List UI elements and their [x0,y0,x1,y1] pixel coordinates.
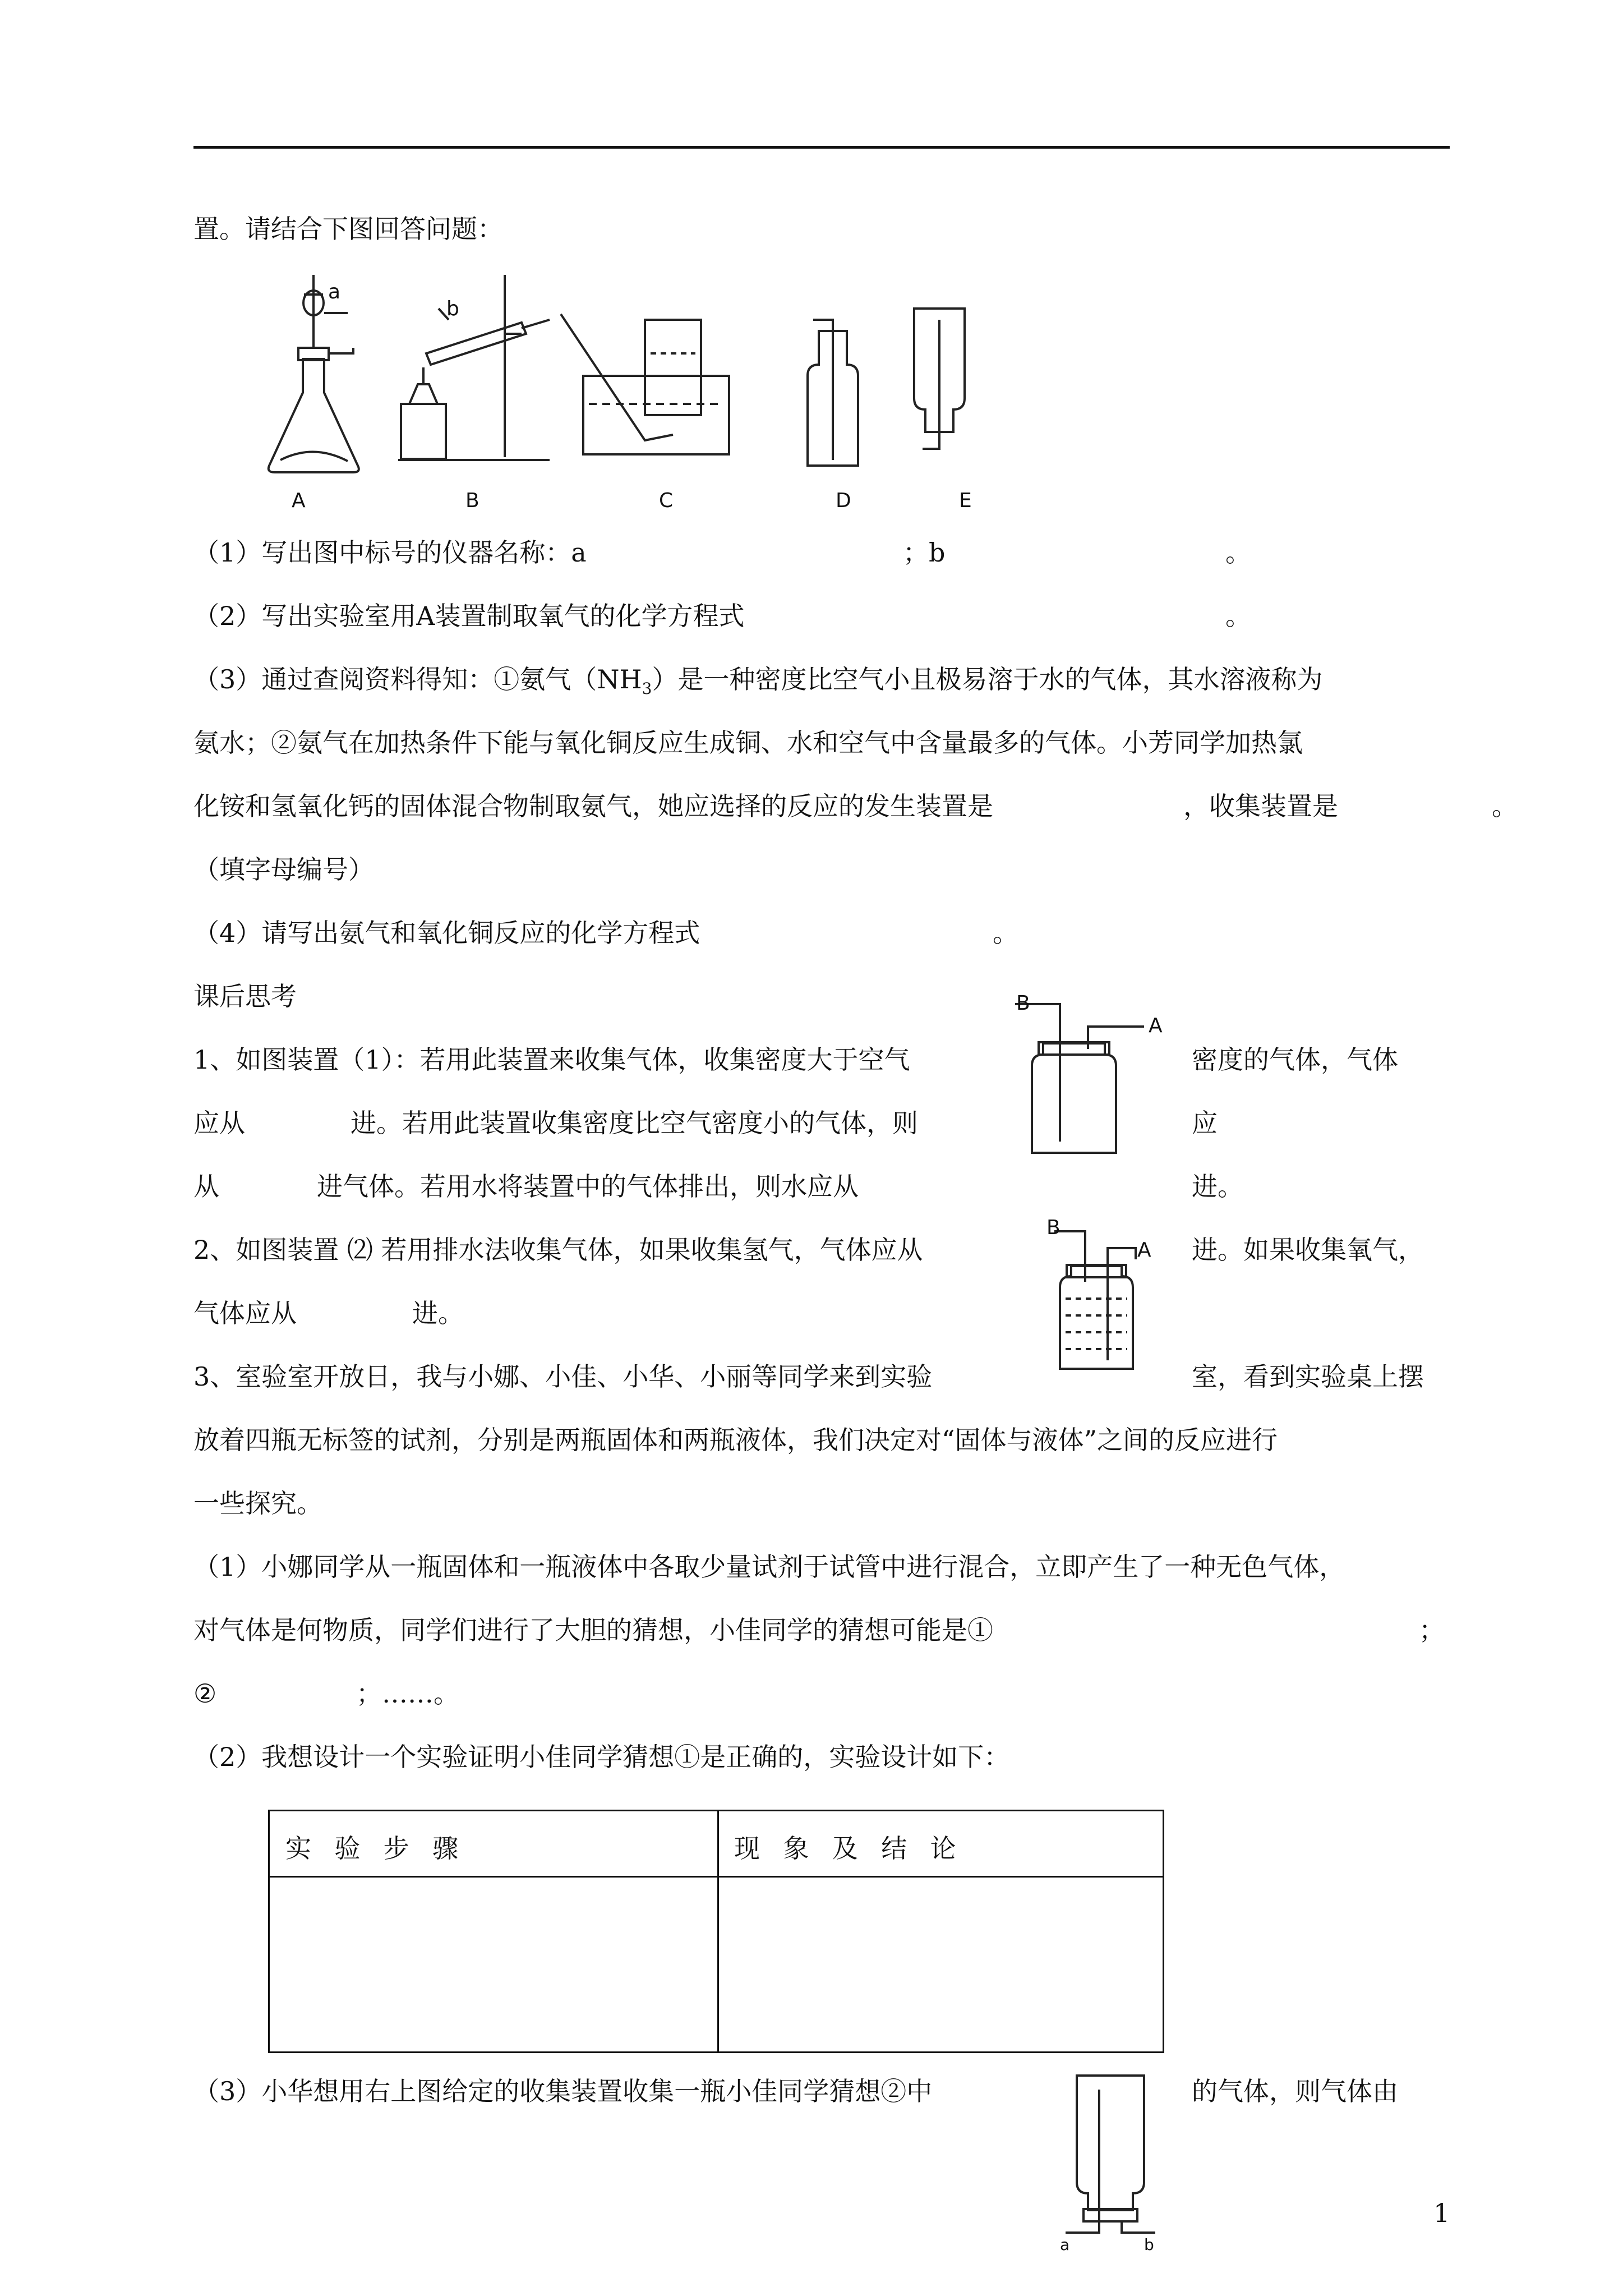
gas-bottle-figure-3 [1054,2064,1166,2249]
bottle3-label-b: b [1144,2235,1154,2254]
line-apparatus-choice: 化铵和氢氧化钙的固体混合物制取氨气，她应选择的反应的发生装置是 [193,791,993,821]
apparatus-figure [258,264,1015,499]
q3-part2: ）是一种密度比空气小且极易溶于水的气体，其水溶液称为 [652,664,1323,694]
question-1: （1）写出图中标号的仪器名称：a [193,537,587,568]
line-intro: 置。请结合下图回答问题： [193,214,503,244]
sub-question-2-a: （2）我想设计一个实验证明小佳同学猜想①是正确的，实验设 [193,1742,907,1772]
question-2: （2）写出实验室用A装置制取氧气的化学方程式 [193,601,745,631]
section-title: 课后思考 [193,981,297,1011]
gas-bottle-figure-2 [1043,1220,1189,1377]
page-number: 1 [1433,2198,1450,2228]
item-1-line3-c: 进。 [1192,1171,1243,1202]
bottle3-label-a: a [1060,2235,1070,2254]
table-header-steps: 实验步骤 [285,1833,482,1864]
experiment-table [268,1810,1164,2053]
item-2: 2、如图装置 ⑵ 若用排水法收集气体，如果收集氢气，气体应从 [193,1235,923,1265]
item-3-cont: 室，看到实验桌上摆 [1192,1361,1424,1392]
item-3-line3: 一些探究。 [193,1488,322,1519]
item-1-line3: 从 [193,1171,219,1202]
sub-question-3-cont: 的气体，则气体由 [1192,2076,1398,2106]
table-divider [717,1811,719,2051]
label-E: E [959,489,972,512]
label-b: b [446,297,459,320]
label-D: D [836,489,851,512]
item-1: 1、如图装置（1）：若用此装置来收集气体，收集密度大于空气 [193,1045,910,1075]
table-header-result: 现象及结论 [734,1833,979,1864]
collection-label: ，收集装置是 [1183,791,1338,821]
question-4: （4）请写出氨气和氧化铜反应的化学方程式 [193,918,700,948]
sub-question-1-line2: 对气体是何物质，同学们进行了大胆的猜想，小佳同学的猜想可能是① [193,1615,993,1645]
question-3 [193,662,1322,706]
item-2-line2: 气体应从 [193,1298,297,1328]
line-ammonia: 氨水；②氨气在加热条件下能与氧化铜反应生成铜、水和空气中含量最多的气体。小芳同学加热氯 [193,728,1303,758]
question-1-end: 。 [1225,537,1251,568]
line-end: 。 [1492,791,1518,821]
label-A: A [292,489,306,512]
sub-question-1-line2-end: ； [1419,1615,1445,1645]
label-a: a [328,280,341,303]
sub-question-1-line3: ② [193,1678,217,1709]
fill-letter-note: （填字母编号） [193,854,374,885]
question-4-end: 。 [993,918,1018,948]
bottle2-label-b: B [1046,1216,1061,1239]
sub-question-1-line3-end: ；……。 [356,1678,459,1709]
item-1-line3-b: 进气体。若用水将装置中的气体排出，则水应从 [317,1171,859,1202]
table-header-rule [270,1876,1163,1878]
sub-question-2-b: 计如下： [906,1742,1010,1772]
label-B: B [465,489,479,512]
label-C: C [659,489,674,512]
question-1-b: ；b [903,537,946,568]
bottle1-label-a: A [1149,1014,1163,1037]
sub-question-3: （3）小华想用右上图给定的收集装置收集一瓶小佳同学猜想②中 [193,2076,933,2106]
item-1-line2-b: 进。若用此装置收集密度比空气密度小的气体，则 [351,1108,918,1138]
item-2-cont: 进。如果收集氧气， [1192,1235,1424,1265]
item-1-cont: 密度的气体，气体 [1192,1045,1398,1075]
nh3-subscript: 3 [642,679,652,698]
item-1-line2-c: 应 [1192,1108,1218,1138]
bottle1-label-b: B [1016,992,1030,1015]
sub-question-2 [193,1740,1009,1774]
header-rule [193,146,1450,149]
item-1-line2: 应从 [193,1108,245,1138]
question-2-end: 。 [1225,601,1251,631]
item-3-line2: 放着四瓶无标签的试剂，分别是两瓶固体和两瓶液体，我们决定对“固体与液体”之间的反应进行 [193,1425,1278,1455]
bottle2-label-a: A [1137,1239,1151,1262]
q3-part1: （3）通过查阅资料得知：①氨气（NH [193,664,642,694]
item-3: 3、室验室开放日，我与小娜、小佳、小华、小丽等同学来到实验 [193,1361,933,1392]
sub-question-1: （1）小娜同学从一瓶固体和一瓶液体中各取少量试剂于试管中进行混合，立即产生了一种无色气体， [193,1552,1345,1582]
item-2-line2-b: 进。 [412,1298,464,1328]
